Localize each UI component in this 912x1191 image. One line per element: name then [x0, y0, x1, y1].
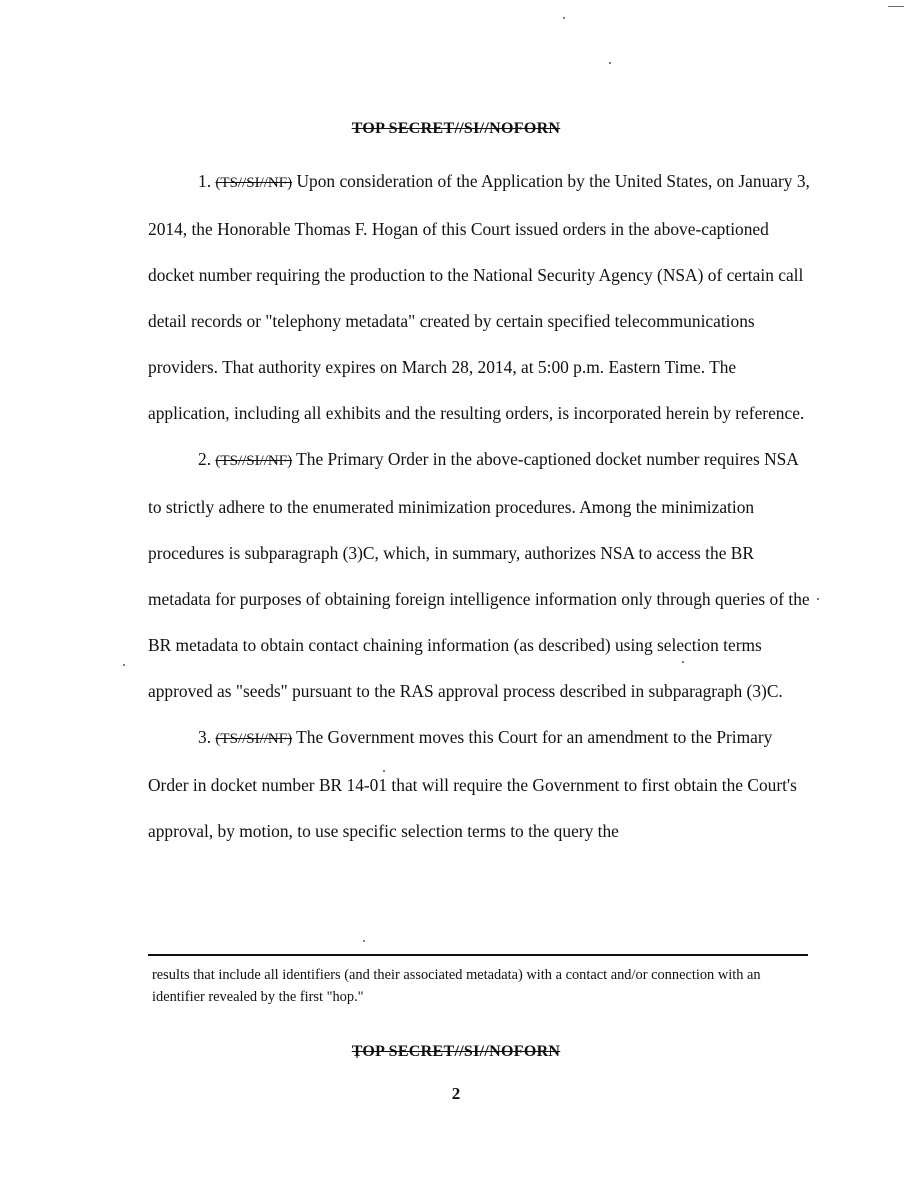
paragraph-text: The Government moves this Court for an amendment to the Primary Order in docket number BR 14-01 that will require the Government to first obtain the Court's approval, by motion, to use specific selection terms to the query the	[148, 727, 797, 841]
paragraph-number: 3.	[198, 727, 212, 747]
scan-mark	[888, 6, 904, 7]
page-number: 2	[451, 1084, 461, 1103]
footer-classification: TOP SECRET//SI//NOFORN	[351, 1043, 561, 1060]
paragraph-text: The Primary Order in the above-captioned docket number requires NSA to strictly adhere to the enumerated minimization procedures. Among the minimization procedures is subparagraph (3)C, which, in summary, authorizes NSA to access the BR metadata for purposes of obtaining foreign intelligence information only through queries of the BR metadata to obtain contact chaining information (as described) using selection terms approved as "seeds" pursuant to the RAS approval process described in subparagraph (3)C.	[148, 449, 810, 701]
classification-marking: (TS//SI//NF)	[215, 453, 293, 469]
footnote-divider	[148, 954, 808, 956]
paragraph-number: 1.	[198, 171, 212, 191]
paragraph-text: Upon consideration of the Application by the United States, on January 3, 2014, the Honorable Thomas F. Hogan of this Court issued orders in the above-captioned docket number requiring the production to the National Security Agency (NSA) of certain call detail records or "telephony metadata" created by certain specified telecommunications providers. That authority expires on March 28, 2014, at 5:00 p.m. Eastern Time. The application, including all exhibits and the resulting orders, is incorporated herein by reference.	[148, 171, 810, 423]
scan-speck	[363, 940, 365, 942]
scan-speck	[563, 17, 565, 19]
paragraph-2	[148, 436, 812, 714]
header-classification: TOP SECRET//SI//NOFORN	[351, 120, 561, 137]
paragraph-1	[148, 158, 812, 436]
footnote: results that include all identifiers (and their associated metadata) with a contact and/or connection with an identifier revealed by the first "hop."	[152, 967, 761, 1005]
document-body	[148, 158, 812, 854]
scan-speck	[609, 62, 611, 64]
scan-speck	[817, 598, 819, 600]
classification-marking: (TS//SI//NF)	[215, 731, 293, 747]
classification-marking: (TS//SI//NF)	[215, 175, 293, 191]
paragraph-3	[148, 714, 812, 854]
scan-speck	[123, 664, 125, 666]
paragraph-number: 2.	[198, 449, 212, 469]
